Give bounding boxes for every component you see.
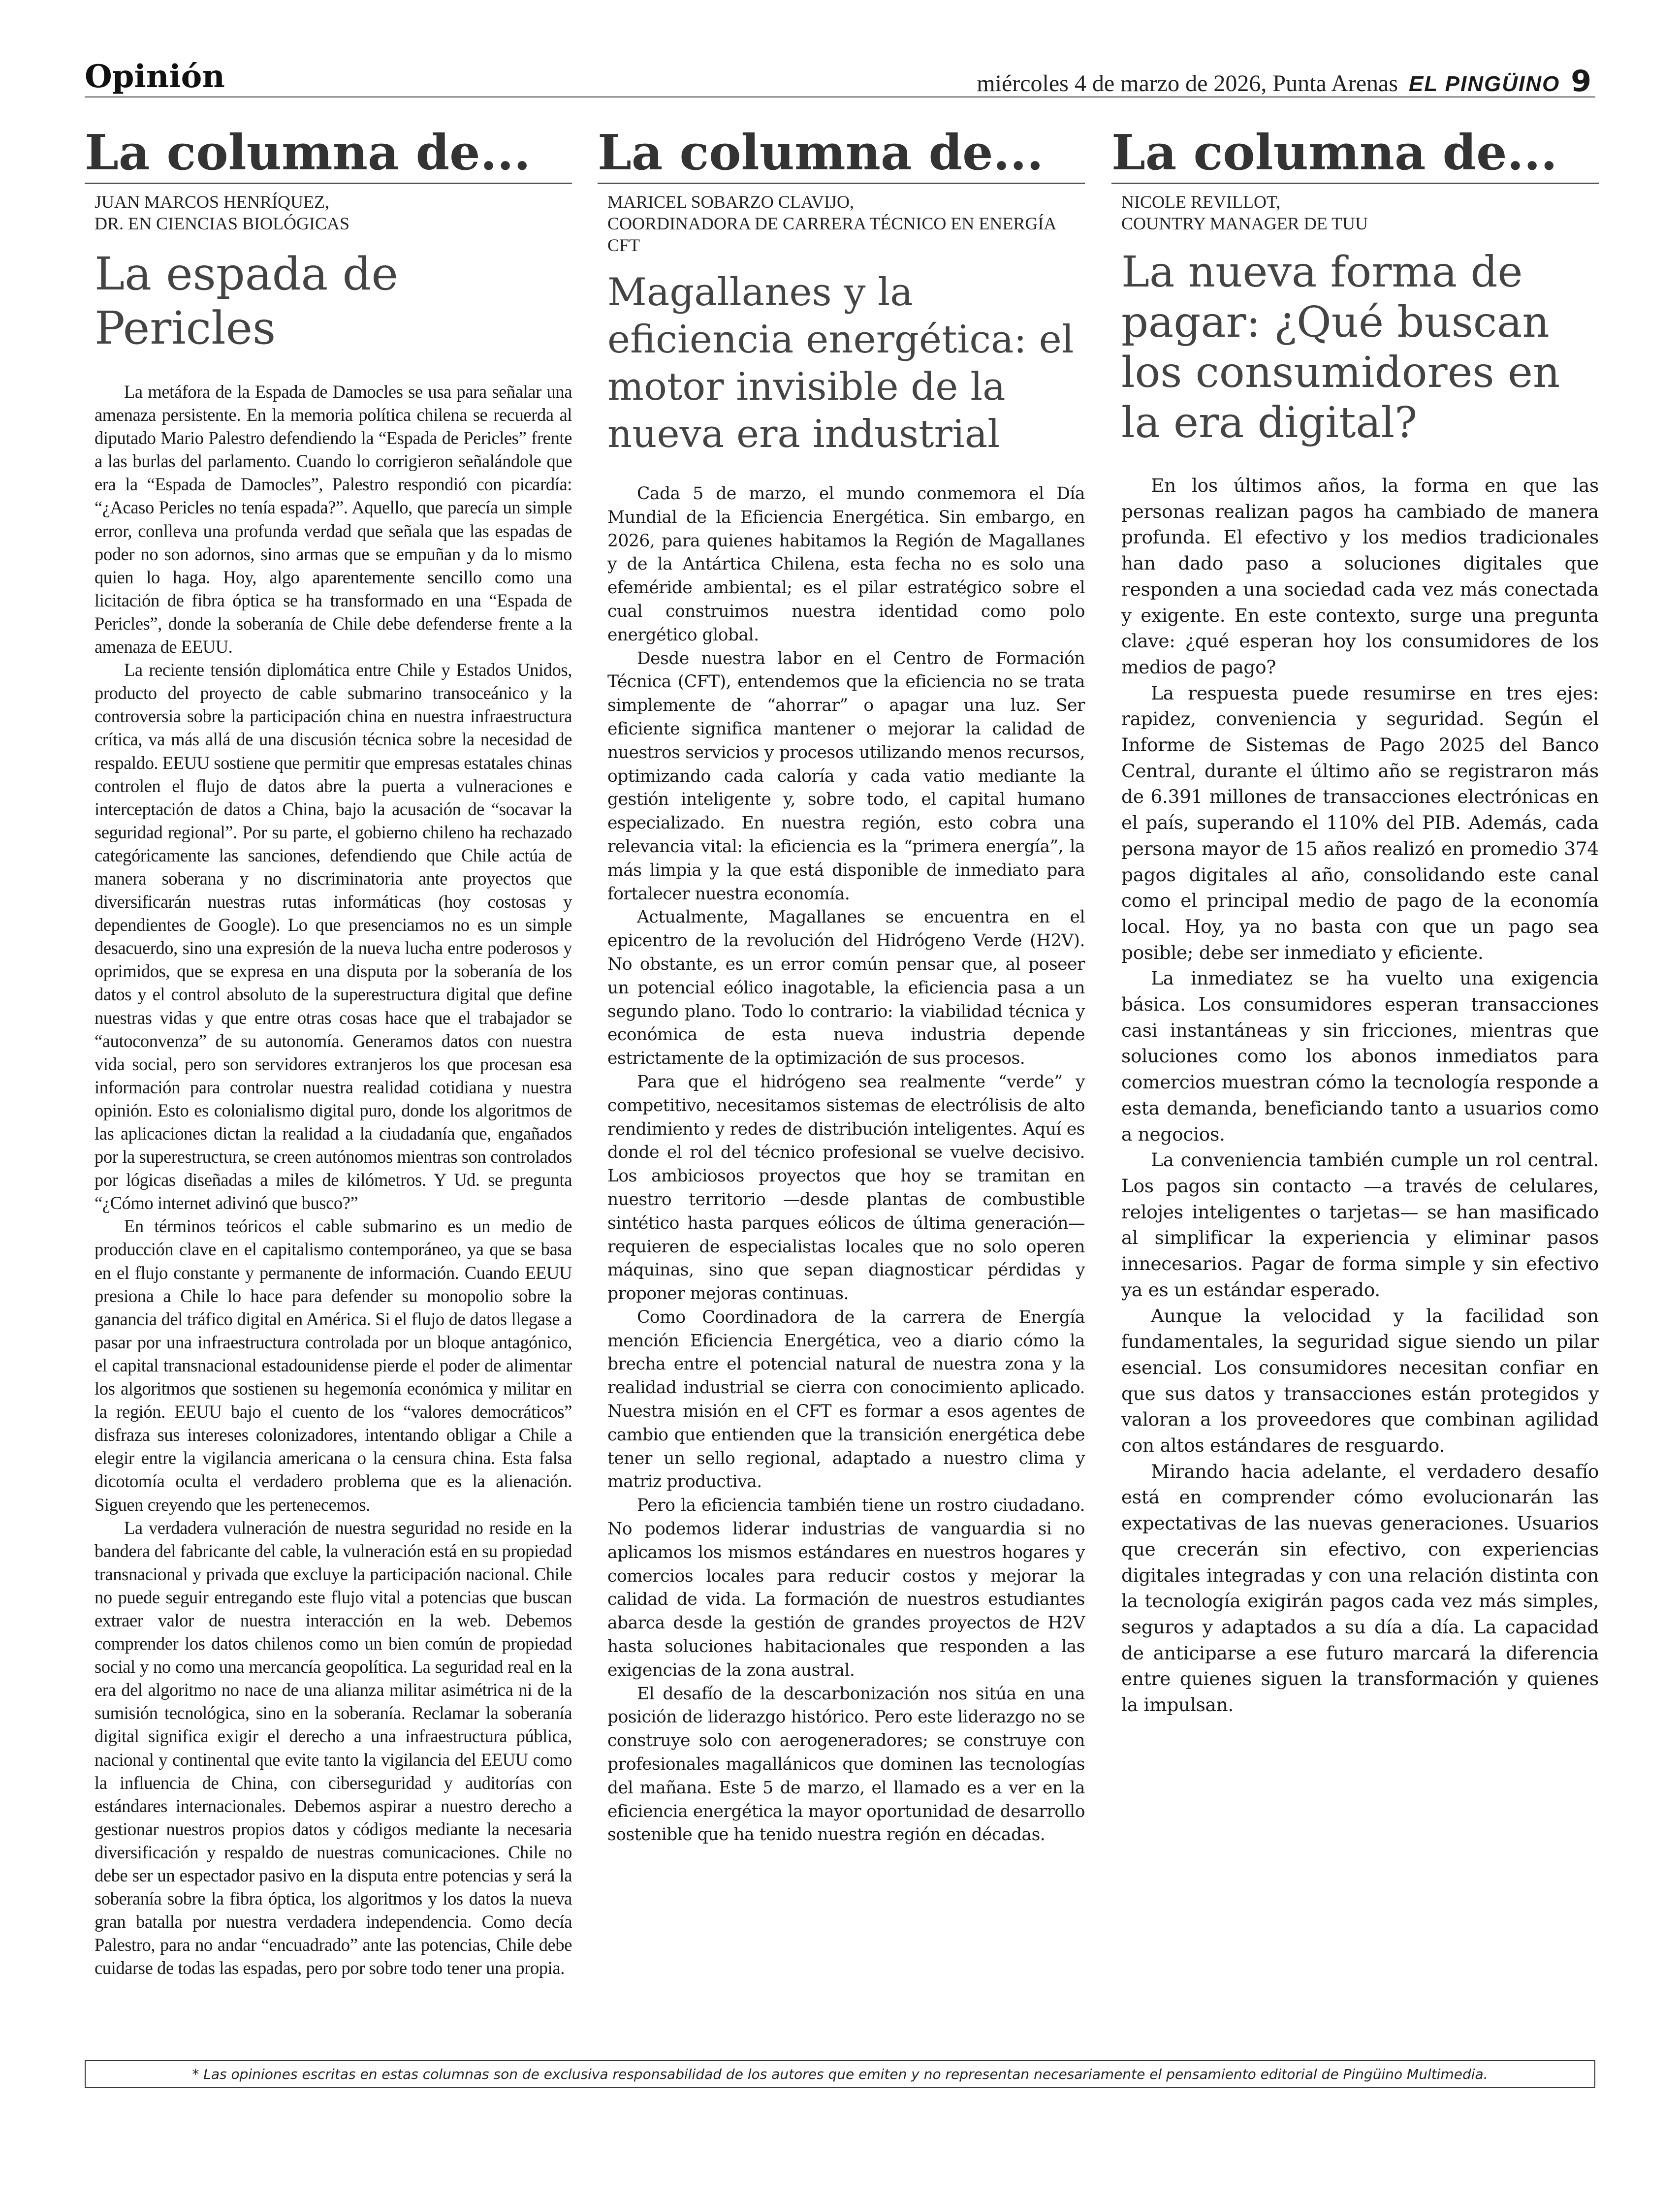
author-block [95, 191, 572, 234]
paragraph: La verdadera vulneración de nuestra seguridad no reside en la bandera del fabricante del cable, la vulneración está en su propiedad transnacional y privada que excluye la participación nacional. Chile no puede seguir entregando este flujo vital a potencias que buscan extraer valor de nuestra interacción en la web. Debemos comprender los datos chilenos como un bien común de propiedad social y no como una mercancía geopolítica. La seguridad real en la era del algoritmo no nace de una alianza militar asimétrica ni de la sumisión tecnológica, sino en la soberanía. Reclamar la soberanía digital significa exigir el derecho a una infraestructura pública, nacional y continental que evite tanto la vigilancia del EEUU como la influencia de China, con ciberseguridad y auditorías con estándares internacionales. Debemos aspirar a nuestro derecho a gestionar nuestros propios datos y códigos mediante la necesaria diversificación y respaldo de nuestras comunicaciones. Chile no debe ser un espectador pasivo en la disputa entre potencias y será la soberanía sobre la fibra óptica, los algoritmos y los datos la nueva gran batalla por nuestra verdadera independencia. Como decía Palestro, para no andar “encuadrado” ante las potencias, Chile debe cuidarse de todas las espadas, pero por sobre todo tener una propia. [95, 1517, 572, 1978]
kicker-rule [598, 183, 1085, 184]
column-3 [1111, 126, 1599, 1718]
paragraph: Para que el hidrógeno sea realmente “verde” y competitivo, necesitamos sistemas de electrólisis de alto rendimiento y redes de distribución inteligentes. Aquí es donde el rol del técnico profesional se vuelve decisivo. Los ambiciosos proyectos que hoy se tramitan en nuestro territorio —desde plantas de combustible sintético hasta parques eólicos de última generación— requieren de especialistas locales que no solo operen máquinas, sino que sepan diagnosticar pérdidas y proponer mejoras continuas. [607, 1072, 1085, 1304]
paragraph: Aunque la velocidad y la facilidad son fundamentales, la seguridad sigue siendo un pilar esencial. Los consumidores necesitan confiar en que sus datos y transacciones están protegidos y valoran a los proveedores que combinan agilidad con altos estándares de resguardo. [1121, 1305, 1599, 1457]
headline: Magallanes y la eficiencia energética: el motor invisible de la nueva era industrial [607, 270, 1074, 456]
page-number: 9 [1571, 64, 1591, 98]
paragraph: En los últimos años, la forma en que las personas realizan pagos ha cambiado de manera profunda. El efectivo y los medios tradicionales han dado paso a soluciones digitales que responden a una sociedad cada vez más conectada y exigente. En este contexto, surge una pregunta clave: ¿qué esperan hoy los consumidores de los medios de pago? [1121, 475, 1599, 678]
column-kicker: La columna de... [85, 125, 531, 181]
article-body [95, 380, 572, 1979]
article-body [607, 482, 1085, 1847]
paragraph: Desde nuestra labor en el Centro de Formación Técnica (CFT), entendemos que la eficiencia no se trata simplemente de “ahorrar” o apagar una luz. Ser eficiente significa mantener o mejorar la calidad de nuestros servicios y procesos utilizando menos recursos, optimizando cada caloría y cada vatio mediante la gestión inteligente y, sobre todo, el capital humano especializado. En nuestra región, esto cobra una relevancia vital: la eficiencia es la “primera energía”, la más limpia y la que está disponible de inmediato para fortalecer nuestra economía. [607, 648, 1085, 904]
headline: La nueva forma de pagar: ¿Qué buscan los consumidores en la era digital? [1121, 248, 1560, 447]
column-kicker: La columna de... [1111, 125, 1557, 181]
author-block [1121, 191, 1599, 234]
header-rule [85, 96, 1595, 97]
author-title: DR. EN CIENCIAS BIOLÓGICAS [95, 214, 350, 233]
article-body [1121, 473, 1599, 1718]
author-title: COUNTRY MANAGER DE TUU [1121, 214, 1368, 233]
column-2 [598, 126, 1085, 1847]
paragraph: La inmediatez se ha vuelto una exigencia básica. Los consumidores esperan transacciones casi instantáneas y sin fricciones, mientras que soluciones como los abonos inmediatos para comercios muestran cómo la tecnología responde a esta demanda, beneficiando tanto a usuarios como a negocios. [1121, 967, 1599, 1145]
paragraph: Actualmente, Magallanes se encuentra en el epicentro de la revolución del Hidrógeno Verde (H2V). No obstante, es un error común pensar que, al poseer un potencial eólico inagotable, la eficiencia pasa a un segundo plano. Todo lo contrario: la viabilidad técnica y económica de esta nueva industria depende estrictamente de la optimización de sus procesos. [607, 907, 1085, 1069]
kicker-rule [1111, 183, 1599, 184]
column-kicker: La columna de... [598, 125, 1044, 181]
author-name: MARICEL SOBARZO CLAVIJO, [607, 192, 855, 212]
paragraph: Cada 5 de marzo, el mundo conmemora el Día Mundial de la Eficiencia Energética. Sin embargo, en 2026, para quienes habitamos la Región de Magallanes y de la Antártica Chilena, esta fecha no es solo una efeméride ambiental; es el pilar estratégico sobre el cual construimos nuestra identidad como polo energético global. [607, 484, 1085, 645]
disclaimer-text: * Las opiniones escritas en estas columnas son de exclusiva responsabilidad de los autores que emiten y no representan necesariamente el pensamiento editorial de Pingüino Multimedia. [192, 2066, 1488, 2082]
newspaper-logo: EL PINGÜINO [1409, 72, 1560, 96]
paragraph: Pero la eficiencia también tiene un rostro ciudadano. No podemos liderar industrias de vanguardia si no aplicamos los mismos estándares en nuestros hogares y comercios locales para reducir costos y mejorar la calidad de vida. La formación de nuestros estudiantes abarca desde la gestión de grandes proyectos de H2V hasta soluciones habitacionales que responden a las exigencias de la zona austral. [607, 1496, 1085, 1680]
paragraph: En términos teóricos el cable submarino es un medio de producción clave en el capitalismo contemporáneo, ya que se basa en el flujo constante y permanente de información. Cuando EEUU presiona a Chile lo hace para defender su monopolio sobre la ganancia del tráfico digital en América. Si el flujo de datos llegase a pasar por una infraestructura controlada por un bloque antagónico, el capital transnacional estadounidense pierde el poder de alimentar los algoritmos que sostienen su hegemonía económica y militar en la región. EEUU bajo el cuento de los “valores democráticos” disfraza sus intereses colonizadores, intentando obligar a Chile a elegir entre la vigilancia americana o la censura china. Esta falsa dicotomía oculta el verdadero problema que es la alienación. Siguen creyendo que les pertenecemos. [95, 1216, 572, 1515]
author-title: COORDINADORA DE CARRERA TÉCNICO EN ENERGÍA CFT [607, 214, 1056, 255]
author-name: NICOLE REVILLOT, [1121, 192, 1281, 212]
paragraph: Como Coordinadora de la carrera de Energía mención Eficiencia Energética, veo a diario cómo la brecha entre el potencial natural de nuestra zona y la realidad industrial se cierra con conocimiento aplicado. Nuestra misión en el CFT es formar a esos agentes de cambio que entienden que la transición energética debe tener un sello regional, adaptado a nuestro clima y matriz productiva. [607, 1307, 1085, 1492]
paragraph: Mirando hacia adelante, el verdadero desafío está en comprender cómo evolucionarán las expectativas de las nuevas generaciones. Usuarios que crecerán sin efectivo, con experiencias digitales integradas y con una relación distinta con la tecnología exigirán pagos cada vez más simples, seguros y adaptados a su día a día. La capacidad de anticiparse a ese futuro marcará la diferencia entre quienes siguen la transformación y quienes la impulsan. [1121, 1460, 1599, 1716]
paragraph: La metáfora de la Espada de Damocles se usa para señalar una amenaza persistente. En la memoria política chilena se recuerda al diputado Mario Palestro defendiendo la “Espada de Pericles” frente a las burlas del parlamento. Cuando lo corrigieron señalándole que era la “Espada de Damocles”, Palestro respondió con picardía: “¿Acaso Pericles no tenía espada?”. Aquello, que parecía un simple error, conlleva una profunda verdad que señala que las espadas de poder no son adornos, sino armas que se empuñan y da lo mismo quien lo haga. Hoy, algo aparentemente sencillo como una licitación de fibra óptica se ha transformado en una “Espada de Pericles”, donde la soberanía de Chile debe defenderse frente a la amenaza de EEUU. [95, 382, 572, 657]
masthead-info [977, 64, 1591, 98]
author-name: JUAN MARCOS HENRÍQUEZ, [95, 192, 330, 212]
author-block [607, 191, 1085, 256]
headline: La espada de Pericles [95, 248, 398, 354]
paragraph: La conveniencia también cumple un rol central. Los pagos sin contacto —a través de celulares, relojes inteligentes o tarjetas— se han masificado al simplificar la experiencia y eliminar pasos innecesarios. Pagar de forma simple y sin efectivo ya es un estándar esperado. [1121, 1149, 1599, 1301]
kicker-rule [85, 183, 572, 184]
paragraph: La respuesta puede resumirse en tres ejes: rapidez, conveniencia y seguridad. Según el Informe de Sistemas de Pago 2025 del Banco Central, durante el último año se registraron más de 6.391 millones de transacciones electrónicas en el país, superando el 110% del PIB. Además, cada persona mayor de 15 años realizó en promedio 374 pagos digitales al año, consolidando este canal como el principal medio de pago de la economía local. Hoy, ya no basta con que un pago sea posible; debe ser inmediato y eficiente. [1121, 682, 1599, 963]
section-title: Opinión [85, 58, 225, 95]
disclaimer-box [85, 2060, 1595, 2088]
column-1 [85, 126, 572, 1979]
paragraph: La reciente tensión diplomática entre Chile y Estados Unidos, producto del proyecto de cable submarino transoceánico y la controversia sobre la participación china en nuestra infraestructura crítica, va más allá de una discusión técnica sobre la necesidad de respaldo. EEUU sostiene que permitir que empresas estatales chinas controlen el flujo de datos abre la puerta a vulneraciones e interceptación de datos a China, bajo la acusación de “socavar la seguridad regional”. Por su parte, el gobierno chileno ha rechazado categóricamente las sanciones, defendiendo que Chile actúa de manera soberana y no discriminatoria ante proyectos que diversificarán nuestras rutas informáticas (hoy costosas y dependientes de Google). Lo que presenciamos no es un simple desacuerdo, sino una expresión de la nueva lucha entre poderosos y oprimidos, que se expresa en una disputa por la soberanía de los datos y el control absoluto de la superestructura digital que define nuestras vidas y que entre otras cosas hace que el trabajador se “autoconvenza” de su autonomía. Generamos datos con nuestra vida social, pero son servidores extranjeros los que procesan esa información para controlar nuestra realidad cotidiana y nuestra opinión. Esto es colonialismo digital puro, donde los algoritmos de las aplicaciones dictan la realidad a la ciudadanía que, engañados por la superestructura, se creen autónomos mientras son controlados por lógicas diseñadas a miles de kilómetros. Y Ud. se pregunta “¿Cómo internet adivinó que busco?” [95, 660, 572, 1213]
paragraph: El desafío de la descarbonización nos sitúa en una posición de liderazgo histórico. Pero este liderazgo no se construye solo con aerogeneradores; se construye con profesionales magallánicos que dominen las tecnologías del mañana. Este 5 de marzo, el llamado es a ver en la eficiencia energética la mayor oportunidad de desarrollo sostenible que ha tenido nuestra región en décadas. [607, 1684, 1085, 1845]
date-place: miércoles 4 de marzo de 2026, Punta Arenas [977, 70, 1398, 96]
